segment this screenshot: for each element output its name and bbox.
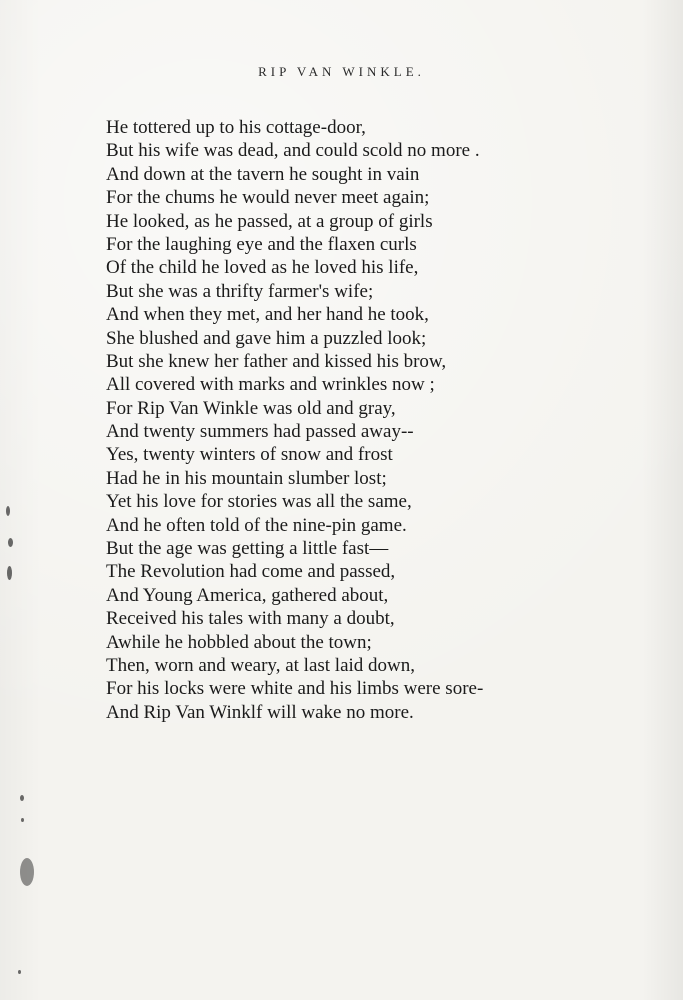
- poem-line: And Rip Van Winklf will wake no more.: [106, 701, 414, 723]
- poem-line: And down at the tavern he sought in vain: [106, 163, 420, 185]
- poem-line: Yet his love for stories was all the same,: [106, 491, 412, 513]
- poem-line: Received his tales with many a doubt,: [106, 608, 395, 630]
- running-head: RIP VAN WINKLE.: [258, 64, 425, 79]
- poem-line: Of the child he loved as he loved his life,: [106, 257, 419, 279]
- poem-line: Had he in his mountain slumber lost;: [106, 467, 387, 489]
- poem-line: For Rip Van Winkle was old and gray,: [106, 397, 396, 419]
- poem-line: But she was a thrifty farmer's wife;: [106, 280, 374, 302]
- poem-line: She blushed and gave him a puzzled look;: [106, 327, 427, 349]
- poem-line: For the chums he would never meet again;: [106, 187, 430, 209]
- poem-line: Yes, twenty winters of snow and frost: [106, 444, 393, 466]
- poem-line: But she knew her father and kissed his brow,: [106, 350, 447, 372]
- print-speck: [8, 538, 13, 547]
- print-speck: [20, 795, 24, 801]
- poem-line: And he often told of the nine-pin game.: [106, 514, 407, 536]
- poem-line: And when they met, and her hand he took,: [106, 304, 429, 326]
- print-speck: [21, 818, 24, 822]
- poem-line: All covered with marks and wrinkles now ;: [106, 374, 435, 396]
- print-speck: [20, 858, 34, 886]
- poem-line: But the age was getting a little fast—: [106, 538, 389, 560]
- poem-line: Awhile he hobbled about the town;: [106, 631, 372, 653]
- poem-line: And twenty summers had passed away--: [106, 421, 414, 443]
- poem-line: But his wife was dead, and could scold no more .: [106, 140, 480, 162]
- poem-line: And Young America, gathered about,: [106, 584, 389, 606]
- print-speck: [18, 970, 21, 974]
- print-speck: [6, 506, 10, 516]
- poem-line: The Revolution had come and passed,: [106, 561, 396, 583]
- poem-line: For his locks were white and his limbs were sore-: [106, 678, 484, 700]
- poem-line: Then, worn and weary, at last laid down,: [106, 654, 416, 676]
- poem-line: He tottered up to his cottage-door,: [106, 117, 366, 138]
- poem-line: He looked, as he passed, at a group of girls: [106, 210, 433, 232]
- print-speck: [7, 566, 12, 580]
- poem: [106, 116, 666, 724]
- poem-line: For the laughing eye and the flaxen curls: [106, 233, 417, 255]
